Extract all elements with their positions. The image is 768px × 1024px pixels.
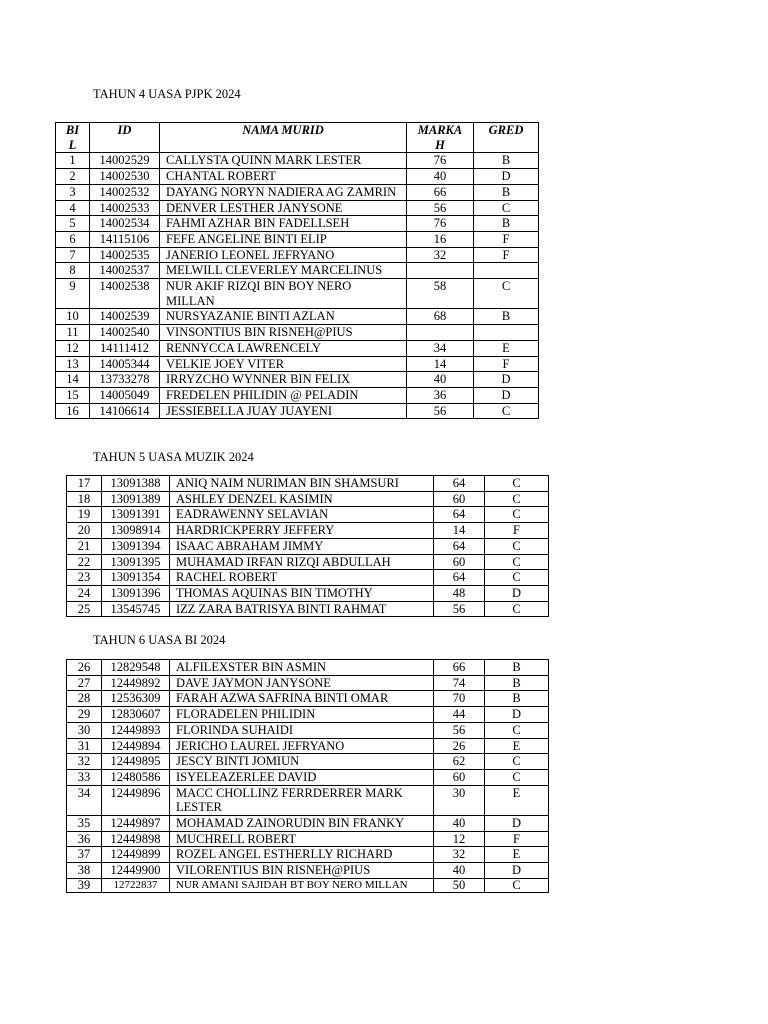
cell-markah: 30 [434,785,485,815]
table-row [56,403,539,419]
cell-bil: 2 [56,169,90,185]
cell-id: 13733278 [90,372,160,388]
cell-id: 12830607 [102,707,170,723]
cell-markah: 50 [434,878,485,892]
cell-id: 14002539 [90,309,160,325]
table-row [56,309,539,325]
cell-bil: 15 [56,387,90,403]
cell-markah: 64 [434,570,485,586]
cell-nama-murid: DENVER LESTHER JANYSONE [160,200,407,216]
table-row [56,325,539,341]
cell-bil: 12 [56,340,90,356]
cell-nama-murid: RACHEL ROBERT [170,570,434,586]
cell-id: 13091395 [102,554,170,570]
cell-markah: 60 [434,491,485,507]
table-row [67,847,549,863]
cell-id: 14115106 [90,231,160,247]
cell-gred: F [474,247,539,263]
cell-nama-murid: IZZ ZARA BATRISYA BINTI RAHMAT [170,601,434,617]
table-row [67,816,549,832]
cell-nama-murid: MELWILL CLEVERLEY MARCELINUS [160,263,407,279]
cell-nama-murid: RENNYCCA LAWRENCELY [160,340,407,356]
cell-id: 12449894 [102,738,170,754]
cell-nama-murid: MUHAMAD IRFAN RIZQI ABDULLAH [170,554,434,570]
cell-gred: C [485,491,549,507]
cell-gred: F [474,231,539,247]
cell-bil: 22 [67,554,102,570]
cell-id: 14002534 [90,216,160,232]
cell-bil: 27 [67,675,102,691]
cell-bil: 38 [67,863,102,879]
cell-markah: 14 [407,356,474,372]
cell-bil: 13 [56,356,90,372]
cell-id: 13545745 [102,601,170,617]
cell-markah: 62 [434,754,485,770]
cell-nama-murid: NURSYAZANIE BINTI AZLAN [160,309,407,325]
cell-gred: B [474,153,539,169]
cell-id: 12449896 [102,785,170,815]
cell-id: 12449897 [102,816,170,832]
cell-gred: B [474,184,539,200]
cell-nama-murid: DAYANG NORYN NADIERA AG ZAMRIN [160,184,407,200]
cell-markah: 64 [434,507,485,523]
table-row [67,769,549,785]
cell-gred: D [485,585,549,601]
cell-bil: 8 [56,263,90,279]
cell-markah: 32 [434,847,485,863]
cell-id: 14106614 [90,403,160,419]
cell-markah: 64 [434,476,485,492]
cell-markah: 76 [407,216,474,232]
header-gred: GRED [474,123,539,153]
cell-markah: 64 [434,538,485,554]
table-row [56,340,539,356]
table-row [67,675,549,691]
marks-table-tahun6 [66,659,549,893]
cell-bil: 26 [67,660,102,676]
cell-nama-murid: IRRYZCHO WYNNER BIN FELIX [160,372,407,388]
cell-markah: 58 [407,279,474,309]
cell-gred: F [485,831,549,847]
cell-bil: 29 [67,707,102,723]
cell-nama-murid: FLORADELEN PHILIDIN [170,707,434,723]
table-row [67,570,549,586]
cell-gred: D [485,816,549,832]
cell-id: 14002532 [90,184,160,200]
table-row [67,538,549,554]
cell-bil: 3 [56,184,90,200]
cell-id: 12449893 [102,722,170,738]
cell-bil: 33 [67,769,102,785]
table-row [67,878,549,892]
cell-nama-murid: HARDRICKPERRY JEFFERY [170,523,434,539]
cell-nama-murid: VILORENTIUS BIN RISNEH@PIUS [170,863,434,879]
cell-bil: 19 [67,507,102,523]
cell-gred: C [485,722,549,738]
cell-markah: 40 [434,863,485,879]
cell-nama-murid: FREDELEN PHILIDIN @ PELADIN [160,387,407,403]
cell-bil: 25 [67,601,102,617]
cell-markah: 26 [434,738,485,754]
table-row [56,200,539,216]
cell-nama-murid: FARAH AZWA SAFRINA BINTI OMAR [170,691,434,707]
cell-markah: 70 [434,691,485,707]
cell-gred: D [474,372,539,388]
cell-nama-murid: FEFE ANGELINE BINTI ELIP [160,231,407,247]
cell-id: 12449895 [102,754,170,770]
cell-id: 14002530 [90,169,160,185]
cell-markah: 56 [407,403,474,419]
cell-markah: 14 [434,523,485,539]
cell-gred: B [485,675,549,691]
cell-gred: E [474,340,539,356]
cell-gred: C [485,554,549,570]
cell-gred: D [474,387,539,403]
cell-id: 13098914 [102,523,170,539]
table-row [67,785,549,815]
table-row [56,184,539,200]
cell-gred: C [474,403,539,419]
cell-id: 14002529 [90,153,160,169]
cell-bil: 31 [67,738,102,754]
cell-nama-murid: NUR AMANI SAJIDAH BT BOY NERO MILLAN [170,878,434,892]
cell-bil: 9 [56,279,90,309]
cell-nama-murid: NUR AKIF RIZQI BIN BOY NERO MILLAN [160,279,407,309]
table-row [67,863,549,879]
cell-bil: 14 [56,372,90,388]
cell-nama-murid: ROZEL ANGEL ESTHERLLY RICHARD [170,847,434,863]
cell-id: 13091388 [102,476,170,492]
cell-markah: 40 [407,372,474,388]
table-row [67,754,549,770]
cell-id: 14002537 [90,263,160,279]
cell-gred: D [485,707,549,723]
table-row [56,247,539,263]
cell-bil: 37 [67,847,102,863]
cell-nama-murid: ISAAC ABRAHAM JIMMY [170,538,434,554]
cell-nama-murid: ISYELEAZERLEE DAVID [170,769,434,785]
table-row [67,722,549,738]
cell-id: 13091391 [102,507,170,523]
cell-nama-murid: JESSIEBELLA JUAY JUAYENI [160,403,407,419]
table-row [67,523,549,539]
cell-bil: 36 [67,831,102,847]
cell-id: 13091394 [102,538,170,554]
cell-nama-murid: MACC CHOLLINZ FERRDERRER MARK LESTER [170,785,434,815]
cell-nama-murid: ANIQ NAIM NURIMAN BIN SHAMSURI [170,476,434,492]
cell-markah: 48 [434,585,485,601]
section-title-tahun4: TAHUN 4 UASA PJPK 2024 [93,87,241,101]
cell-id: 13091389 [102,491,170,507]
cell-id: 13091354 [102,570,170,586]
cell-gred: C [485,538,549,554]
cell-markah: 40 [434,816,485,832]
cell-markah: 40 [407,169,474,185]
cell-bil: 32 [67,754,102,770]
cell-nama-murid: CHANTAL ROBERT [160,169,407,185]
cell-id: 14005049 [90,387,160,403]
section-title-tahun6: TAHUN 6 UASA BI 2024 [93,633,226,647]
cell-markah: 60 [434,554,485,570]
cell-nama-murid: CALLYSTA QUINN MARK LESTER [160,153,407,169]
cell-gred [474,325,539,341]
cell-nama-murid: MOHAMAD ZAINORUDIN BIN FRANKY [170,816,434,832]
cell-nama-murid: JERICHO LAUREL JEFRYANO [170,738,434,754]
section-title-tahun5: TAHUN 5 UASA MUZIK 2024 [93,450,254,464]
cell-id: 14005344 [90,356,160,372]
cell-id: 12449899 [102,847,170,863]
cell-bil: 34 [67,785,102,815]
cell-nama-murid: DAVE JAYMON JANYSONE [170,675,434,691]
cell-bil: 10 [56,309,90,325]
cell-gred: E [485,847,549,863]
cell-gred: D [474,169,539,185]
cell-bil: 24 [67,585,102,601]
cell-id: 12449900 [102,863,170,879]
cell-bil: 17 [67,476,102,492]
header-bil: BI L [56,123,90,153]
cell-id: 14002533 [90,200,160,216]
cell-bil: 6 [56,231,90,247]
table-row [56,263,539,279]
table-header-row [56,123,539,153]
cell-id: 12480586 [102,769,170,785]
marks-table-tahun4 [55,122,539,419]
cell-gred: C [485,570,549,586]
cell-gred: C [474,279,539,309]
table-row [67,660,549,676]
cell-bil: 11 [56,325,90,341]
cell-bil: 30 [67,722,102,738]
cell-nama-murid: FAHMI AZHAR BIN FADELLSEH [160,216,407,232]
cell-bil: 35 [67,816,102,832]
cell-gred: B [474,309,539,325]
table-row [67,491,549,507]
cell-id: 12449898 [102,831,170,847]
cell-bil: 16 [56,403,90,419]
marks-table-tahun5 [66,475,549,617]
cell-id: 12449892 [102,675,170,691]
cell-gred: C [485,878,549,892]
cell-bil: 18 [67,491,102,507]
cell-markah: 56 [407,200,474,216]
table-row [67,585,549,601]
cell-gred: B [485,691,549,707]
cell-id: 12829548 [102,660,170,676]
table-row [56,387,539,403]
cell-nama-murid: VELKIE JOEY VITER [160,356,407,372]
table-row [56,372,539,388]
cell-nama-murid: EADRAWENNY SELAVIAN [170,507,434,523]
table-row [67,707,549,723]
cell-markah: 34 [407,340,474,356]
cell-id: 14002538 [90,279,160,309]
header-id: ID [90,123,160,153]
cell-nama-murid: FLORINDA SUHAIDI [170,722,434,738]
cell-markah: 44 [434,707,485,723]
cell-gred: F [485,523,549,539]
table-row [56,153,539,169]
cell-markah: 56 [434,722,485,738]
cell-id: 12536309 [102,691,170,707]
cell-nama-murid: ALFILEXSTER BIN ASMIN [170,660,434,676]
cell-id: 13091396 [102,585,170,601]
cell-bil: 4 [56,200,90,216]
cell-gred: C [485,769,549,785]
table-row [67,507,549,523]
cell-markah: 68 [407,309,474,325]
cell-markah: 36 [407,387,474,403]
table-row [67,691,549,707]
cell-bil: 28 [67,691,102,707]
cell-markah: 74 [434,675,485,691]
cell-markah: 66 [434,660,485,676]
cell-gred: C [485,754,549,770]
cell-gred: E [485,785,549,815]
cell-markah: 56 [434,601,485,617]
cell-gred: C [485,507,549,523]
table-row [56,231,539,247]
cell-markah: 12 [434,831,485,847]
cell-gred: D [485,863,549,879]
cell-id: 14111412 [90,340,160,356]
table-row [56,279,539,309]
cell-gred: C [485,601,549,617]
cell-bil: 7 [56,247,90,263]
header-nama-murid: NAMA MURID [160,123,407,153]
cell-gred: C [485,476,549,492]
table-row [67,831,549,847]
table-row [56,216,539,232]
cell-id: 14002535 [90,247,160,263]
cell-bil: 5 [56,216,90,232]
table-row [67,554,549,570]
table-row [56,169,539,185]
cell-nama-murid: JANERIO LEONEL JEFRYANO [160,247,407,263]
cell-markah: 60 [434,769,485,785]
cell-id: 14002540 [90,325,160,341]
cell-gred [474,263,539,279]
cell-gred: B [474,216,539,232]
cell-bil: 21 [67,538,102,554]
cell-markah: 66 [407,184,474,200]
table-row [67,738,549,754]
cell-markah: 16 [407,231,474,247]
cell-markah [407,325,474,341]
cell-markah [407,263,474,279]
cell-bil: 20 [67,523,102,539]
header-markah: MARKA H [407,123,474,153]
table-row [67,601,549,617]
cell-gred: B [485,660,549,676]
cell-bil: 1 [56,153,90,169]
cell-nama-murid: JESCY BINTI JOMIUN [170,754,434,770]
cell-nama-murid: ASHLEY DENZEL KASIMIN [170,491,434,507]
table-row [56,356,539,372]
cell-bil: 23 [67,570,102,586]
cell-gred: E [485,738,549,754]
table-row [67,476,549,492]
cell-nama-murid: VINSONTIUS BIN RISNEH@PIUS [160,325,407,341]
cell-markah: 76 [407,153,474,169]
cell-gred: C [474,200,539,216]
cell-markah: 32 [407,247,474,263]
cell-gred: F [474,356,539,372]
cell-nama-murid: MUCHRELL ROBERT [170,831,434,847]
cell-nama-murid: THOMAS AQUINAS BIN TIMOTHY [170,585,434,601]
cell-id: 12722837 [102,878,170,892]
cell-bil: 39 [67,878,102,892]
